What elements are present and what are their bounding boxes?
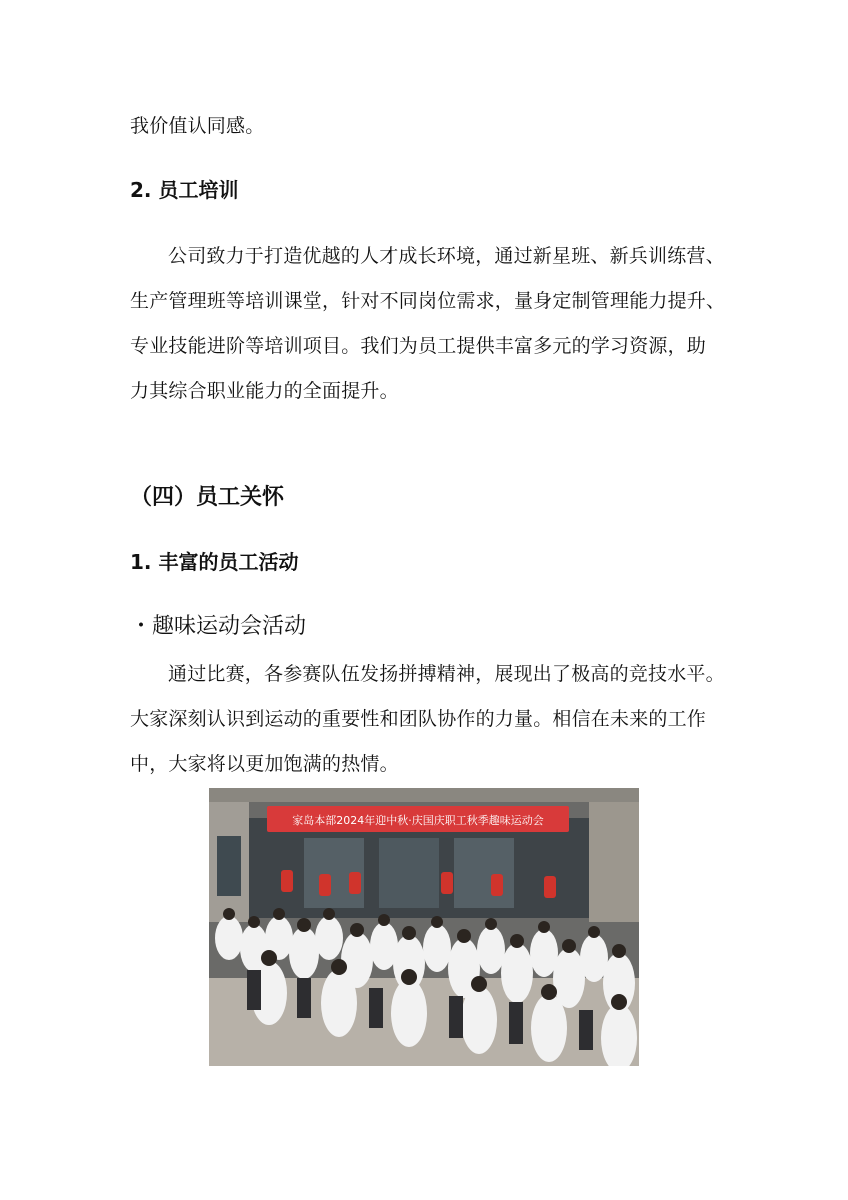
- sports-meet-bullet-title: ・趣味运动会活动: [130, 614, 307, 639]
- sports-paragraph-line: 中，大家将以更加饱满的热情。: [130, 753, 399, 775]
- sports-paragraph-line: 大家深刻认识到运动的重要性和团队协作的力量。相信在未来的工作: [130, 708, 707, 730]
- banner-text: 家岛本部2024年迎中秋·庆国庆职工秋季趣味运动会: [292, 814, 544, 827]
- training-heading: 2. 员工培训: [130, 178, 239, 202]
- sports-meet-photo: [209, 788, 639, 1066]
- training-paragraph-line: 公司致力于打造优越的人才成长环境，通过新星班、新兵训练营、: [168, 245, 725, 267]
- training-paragraph-line: 力其综合职业能力的全面提升。: [130, 380, 399, 402]
- employee-care-heading: （四）员工关怀: [130, 485, 285, 510]
- training-paragraph-line: 专业技能进阶等培训项目。我们为员工提供丰富多元的学习资源，助: [130, 335, 707, 357]
- training-paragraph-line: 生产管理班等培训课堂，针对不同岗位需求，量身定制管理能力提升、: [130, 290, 726, 312]
- continuation-text: 我价值认同感。: [130, 115, 265, 137]
- activities-subheading: 1. 丰富的员工活动: [130, 550, 299, 574]
- sports-paragraph-line: 通过比赛，各参赛队伍发扬拼搏精神，展现出了极高的竞技水平。: [168, 663, 725, 685]
